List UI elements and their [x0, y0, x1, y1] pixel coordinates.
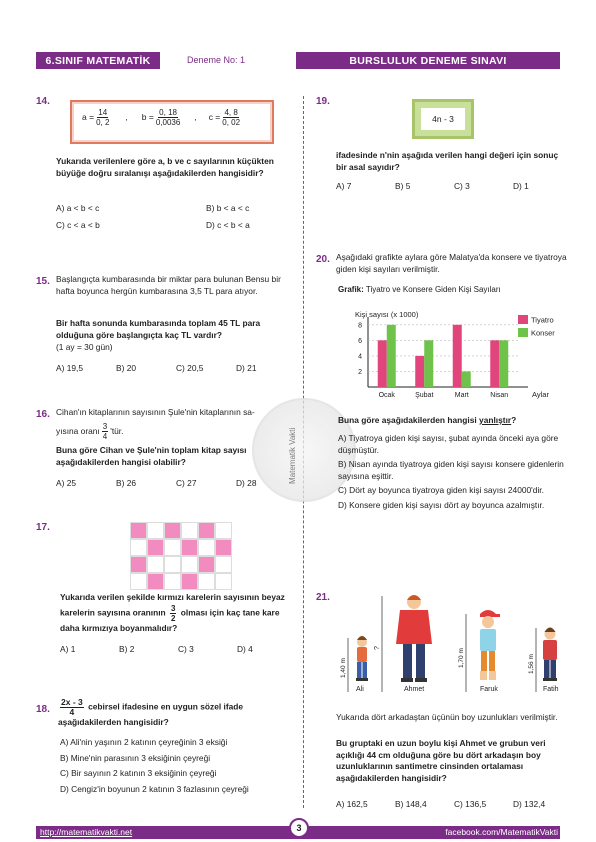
chart-ytick-label: 8 [358, 322, 362, 330]
q17-options [60, 644, 296, 654]
q14-b-fraction [156, 108, 180, 127]
q17-grid-cell [130, 556, 147, 573]
q20-option-b[interactable]: B) Nisan ayında tiyatroya giden kişi sayısı konsere gidenlerin sayısına eşittir. [338, 459, 564, 481]
q17-grid-cell [130, 539, 147, 556]
q17-grid-cell [130, 522, 147, 539]
q14-sep1: , [125, 111, 128, 122]
q17-text [60, 592, 292, 634]
q21-options [336, 799, 572, 809]
fatih-height: 1,56 m [528, 654, 535, 674]
q18-expr [60, 698, 84, 717]
q20-grafik-title: Tiyatro ve Konsere Giden Kişi Sayıları [365, 285, 501, 294]
header-exam-title-text: BURSLULUK DENEME SINAVI [349, 54, 507, 67]
q18-text: cebirsel ifadesine en uygun sözel ifade aşağıdakilerden hangisidir? [58, 701, 244, 727]
q18-expr-num: 2x - 3 [61, 697, 83, 707]
chart-bar-konser [387, 325, 396, 387]
q20-number: 20. [316, 254, 330, 265]
header-exam-no: Deneme No: 1 [186, 55, 246, 65]
q17-option-b[interactable]: B) 2 [119, 644, 135, 654]
q19-board [412, 99, 474, 139]
q14-number: 14. [36, 96, 50, 107]
q16-ratio [102, 422, 108, 441]
q19-option-a[interactable]: A) 7 [336, 181, 352, 191]
chart-xlabel: Aylar [532, 390, 549, 399]
q17-option-d[interactable]: D) 4 [237, 644, 253, 654]
q14-a-label: a = [82, 111, 95, 122]
q16-ratio-num: 3 [102, 422, 108, 431]
chart-ylabel: Kişi sayısı (x 1000) [355, 310, 419, 319]
q19-text: ifadesinde n'nin aşağıda verilen hangi değeri için sonuç bir asal sayıdır? [336, 150, 559, 172]
q17-grid [130, 522, 232, 590]
chart-legend-swatch [518, 328, 528, 337]
q16-text1b: yısına oranı [56, 425, 100, 436]
q20-text1: Aşağıdaki grafikte aylara göre Malatya'da konsere ve tiyatroya giden kişi sayıları verilmiştir. [336, 252, 567, 274]
q21-option-d[interactable]: D) 132,4 [513, 799, 546, 809]
q17-grid-cell [198, 522, 215, 539]
footer-facebook-link[interactable]: facebook.com/MatematikVakti [445, 827, 558, 837]
q17-grid-cell [215, 573, 232, 590]
fatih-name: Fatih [543, 686, 559, 693]
q18-expr-den: 4 [69, 707, 75, 717]
q16-option-c[interactable]: C) 27 [176, 478, 197, 488]
q15-option-c[interactable]: C) 20,5 [176, 363, 204, 373]
q18-options [60, 737, 300, 795]
q17-text2: olması için kaç tane kare daha kırmızıya boyanmalıdır? [60, 607, 280, 633]
chart-ytick-label: 6 [358, 337, 362, 345]
q14-option-a[interactable]: A) a < b < c [56, 203, 100, 213]
q21-text2: Bu gruptaki en uzun boylu kişi Ahmet ve grubun veri açıklığı 44 cm olduğuna göre bu dört arkadaşın boy uzunluklarının santimetre cinsinden ortalaması aşağıdakilerden hangisidir? [336, 738, 546, 783]
q17-ratio-num: 3 [171, 603, 176, 613]
q17-grid-cell [198, 573, 215, 590]
q17-grid-cell [181, 556, 198, 573]
chart-ytick-label: 4 [358, 353, 362, 361]
header-subject [36, 52, 160, 69]
q17-ratio [170, 604, 176, 623]
q16-text2: Buna göre Cihan ve Şule'nin toplam kitap sayısı aşağıdakilerden hangisi olabilir? [56, 445, 247, 467]
q17-grid-cell [147, 522, 164, 539]
q19-board-text: 4n - 3 [421, 108, 465, 130]
chart-category-label: Ocak [378, 392, 395, 399]
chart-legend-label: Tiyatro [531, 315, 554, 325]
faruk-height: 1,70 m [458, 648, 465, 668]
q16-text1-line2 [56, 422, 123, 441]
q14-option-b[interactable]: B) b < a < c [206, 203, 250, 213]
q14-b-label: b = [141, 111, 154, 122]
footer-page-number: 3 [289, 818, 309, 838]
q17-option-a[interactable]: A) 1 [60, 644, 76, 654]
q17-grid-cell [215, 556, 232, 573]
q17-grid-cell [164, 522, 181, 539]
q18-option-d[interactable]: D) Cengiz'in boyunun 2 katının 3 fazlasının çeyreği [60, 783, 249, 794]
q21-option-b[interactable]: B) 148,4 [395, 799, 427, 809]
q20-option-d[interactable]: D) Konsere giden kişi sayısı dört ay boyunca azalmıştır. [338, 499, 545, 510]
q18-option-c[interactable]: C) Bir sayının 2 katının 3 eksiğinin çeyreği [60, 768, 217, 778]
q17-grid-cell [198, 539, 215, 556]
person-fatih [528, 628, 559, 694]
q14-values [82, 108, 242, 127]
q19-options [336, 181, 572, 191]
q17-option-c[interactable]: C) 3 [178, 644, 194, 654]
q15-text1: Başlangıçta kumbarasında bir miktar para bulunan Bensu bir hafta boyunca hergün kumbarasına 3,5 TL para atıyor. [56, 274, 281, 296]
q20-option-a[interactable]: A) Tiyatroya giden kişi sayısı, şubat ayında önceki aya göre düşmüştür. [338, 433, 559, 455]
q14-a-den: 0, 2 [96, 118, 110, 127]
q19-number: 19. [316, 96, 330, 107]
q17-grid-cell [181, 539, 198, 556]
person-ali [340, 636, 368, 693]
q16-text1a: Cihan'ın kitaplarının sayısının Şule'nin kitaplarının sa- [56, 407, 255, 417]
q21-number: 21. [316, 592, 330, 603]
q17-grid-cell [147, 573, 164, 590]
q20-grafik [338, 284, 501, 296]
q14-a-fraction [96, 108, 109, 127]
q16-options [56, 478, 296, 488]
chart-bar-tiyatro [378, 340, 387, 387]
ali-name: Ali [356, 686, 364, 693]
q17-grid-cell [147, 556, 164, 573]
q19-option-d[interactable]: D) 1 [513, 181, 529, 191]
person-ahmet [374, 595, 432, 693]
q17-number: 17. [36, 522, 50, 533]
q15-options [56, 363, 296, 373]
chart-category-label: Mart [454, 392, 469, 399]
q20-question [338, 415, 572, 427]
q17-ratio-den: 2 [171, 613, 176, 623]
q17-text1: Yukarıda verilen şekilde kırmızı karelerin sayısının beyaz karelerin sayısına oranının [60, 592, 285, 618]
q17-grid-cell [215, 539, 232, 556]
chart-category-label: Nisan [490, 392, 509, 399]
q14-text: Yukarıda verilenlere göre a, b ve c sayılarının küçükten büyüğe doğru sıralanışı aşağıdakilerden hangisidir? [56, 156, 274, 178]
q17-grid-cell [164, 573, 181, 590]
q20-question-c: ? [511, 415, 517, 425]
chart-bar-konser [462, 371, 471, 387]
chart-ytick-label: 2 [358, 368, 362, 376]
q15-option-d[interactable]: D) 21 [236, 363, 257, 373]
q17-grid-cell [147, 539, 164, 556]
q14-option-c[interactable]: C) c < a < b [56, 219, 100, 230]
header-subject-text: 6.SINIF MATEMATİK [45, 54, 151, 67]
q16-number: 16. [36, 409, 50, 420]
ahmet-name: Ahmet [404, 686, 425, 693]
q19-option-b[interactable]: B) 5 [395, 181, 411, 191]
footer-website-link[interactable]: http://matematikvakti.net [40, 827, 133, 837]
q16-option-b[interactable]: B) 26 [116, 478, 137, 488]
q20-chart [340, 305, 570, 407]
chart-bar-konser [424, 340, 433, 387]
q20-options [338, 433, 572, 511]
q17-grid-cell [198, 556, 215, 573]
q18-option-b[interactable]: B) Mine'nin parasının 3 eksiğinin çeyreği [60, 752, 211, 763]
q17-grid-cell [164, 539, 181, 556]
q20-option-c[interactable]: C) Dört ay boyunca tiyatroya giden kişi sayısı 24000'dir. [338, 485, 544, 495]
q16-text1c: 'tür. [110, 425, 124, 436]
q14-b-den: 0,0036 [155, 118, 181, 127]
chart-bar-tiyatro [453, 325, 462, 387]
person-faruk [458, 610, 500, 693]
ali-height: 1,40 m [340, 658, 347, 678]
q18-option-a[interactable]: A) Ali'nin yaşının 2 katının çeyreğinin 3 eksiği [60, 737, 228, 747]
q16-option-a[interactable]: A) 25 [56, 478, 77, 488]
q21-option-c[interactable]: C) 136,5 [454, 799, 487, 809]
q19-option-c[interactable]: C) 3 [454, 181, 470, 191]
q15-number: 15. [36, 276, 50, 287]
chart-bar-konser [499, 340, 508, 387]
q21-figure [336, 592, 570, 708]
q20-grafik-label: Grafik: [338, 285, 364, 294]
q17-grid-cell [215, 522, 232, 539]
q18-stem [58, 698, 298, 729]
q20-question-a: Buna göre aşağıdakilerden hangisi [338, 415, 477, 425]
q21-option-a[interactable]: A) 162,5 [336, 799, 368, 809]
chart-category-label: Şubat [415, 392, 434, 399]
q15-option-b[interactable]: B) 20 [116, 363, 137, 373]
ahmet-height: ? [374, 646, 381, 650]
header-exam-title [296, 52, 560, 69]
q15-option-a[interactable]: A) 19,5 [56, 363, 84, 373]
faruk-name: Faruk [480, 686, 498, 693]
q14-a-num: 14 [98, 108, 108, 117]
q21-text1: Yukarıda dört arkadaştan üçünün boy uzunlukları verilmiştir. [336, 712, 558, 722]
q16-option-d[interactable]: D) 28 [236, 478, 257, 488]
watermark-text: Matematik Vakti [288, 427, 297, 484]
q14-c-label: c = [208, 111, 221, 122]
q20-question-b: yanlıştır [479, 415, 512, 425]
q17-grid-cell [181, 522, 198, 539]
q14-c-fraction [222, 108, 240, 127]
q17-grid-cell [181, 573, 198, 590]
q14-c-den: 0, 02 [222, 118, 241, 127]
chart-legend-swatch [518, 315, 528, 324]
q14-sep2: , [194, 111, 197, 122]
chart-legend-label: Konser [531, 328, 555, 338]
q17-grid-cell [130, 573, 147, 590]
q17-grid-cell [164, 556, 181, 573]
q14-b-num: 0, 18 [159, 108, 177, 117]
chart-bar-tiyatro [490, 340, 499, 387]
chart-bar-tiyatro [415, 356, 424, 387]
q14-options [56, 203, 288, 231]
q18-number: 18. [36, 704, 50, 715]
q15-note: (1 ay = 30 gün) [56, 342, 113, 352]
q15-text2: Bir hafta sonunda kumbarasında toplam 45 TL para olduğuna göre başlangıçta kaç TL vardır? [56, 318, 261, 340]
q16-ratio-den: 4 [102, 432, 108, 441]
q14-c-num: 4, 8 [224, 108, 238, 117]
q14-option-d[interactable]: D) c < b < a [206, 219, 250, 230]
